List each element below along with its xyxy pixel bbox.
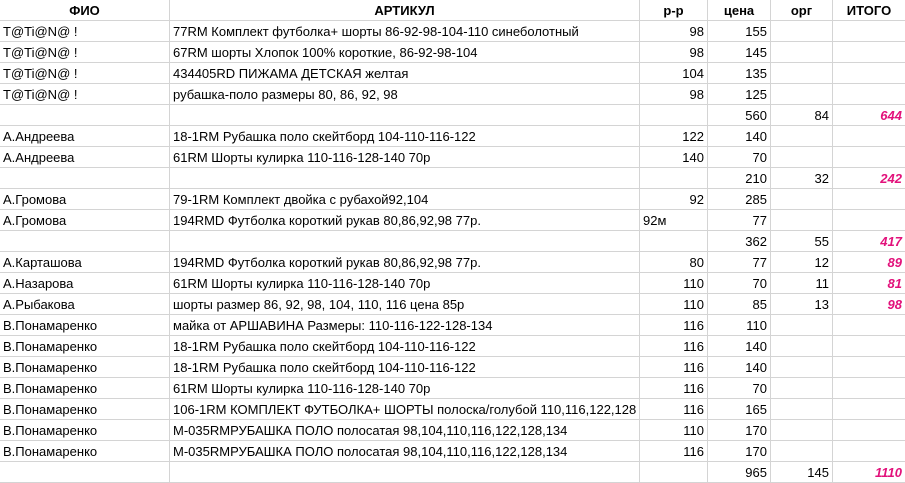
cell-org[interactable]	[771, 189, 833, 210]
cell-itogo[interactable]: 89	[833, 252, 905, 273]
cell-size[interactable]: 116	[640, 378, 708, 399]
cell-org[interactable]	[771, 357, 833, 378]
header-size[interactable]: р-р	[640, 0, 708, 21]
cell-size[interactable]	[640, 462, 708, 483]
header-row	[0, 0, 905, 21]
cell-artikul[interactable]: рубашка-поло размеры 80, 86, 92, 98	[170, 84, 640, 105]
cell-artikul[interactable]: 434405RD ПИЖАМА ДЕТСКАЯ желтая	[170, 63, 640, 84]
cell-price[interactable]: 170	[708, 420, 771, 441]
cell-fio[interactable]: А.Громова	[0, 210, 170, 231]
cell-fio[interactable]	[0, 105, 170, 126]
header-artikul[interactable]: АРТИКУЛ	[170, 0, 640, 21]
table-row	[0, 378, 905, 399]
table-row	[0, 252, 905, 273]
cell-artikul[interactable]	[170, 231, 640, 252]
header-fio[interactable]: ФИО	[0, 0, 170, 21]
table-row	[0, 189, 905, 210]
cell-artikul[interactable]: 194RMD Футболка короткий рукав 80,86,92,98 77р.	[170, 252, 640, 273]
cell-org[interactable]	[771, 378, 833, 399]
cell-fio[interactable]: А.Рыбакова	[0, 294, 170, 315]
table-row	[0, 315, 905, 336]
cell-artikul[interactable]: 18-1RM Рубашка поло скейтборд 104-110-116-122	[170, 126, 640, 147]
table-row	[0, 294, 905, 315]
cell-price[interactable]: 560	[708, 105, 771, 126]
cell-size[interactable]	[640, 231, 708, 252]
cell-price[interactable]: 362	[708, 231, 771, 252]
table-row	[0, 231, 905, 252]
cell-org[interactable]: 32	[771, 168, 833, 189]
cell-itogo[interactable]: 242	[833, 168, 905, 189]
cell-fio[interactable]: А.Андреева	[0, 147, 170, 168]
cell-fio[interactable]: А.Громова	[0, 189, 170, 210]
cell-itogo[interactable]	[833, 42, 905, 63]
table-row	[0, 42, 905, 63]
cell-artikul[interactable]: 77RM Комплект футболка+ шорты 86-92-98-104-110 синеболотный	[170, 21, 640, 42]
cell-artikul[interactable]: 18-1RM Рубашка поло скейтборд 104-110-116-122	[170, 357, 640, 378]
cell-price[interactable]: 210	[708, 168, 771, 189]
cell-itogo[interactable]	[833, 210, 905, 231]
table-row	[0, 420, 905, 441]
table-row	[0, 147, 905, 168]
cell-itogo[interactable]	[833, 21, 905, 42]
cell-fio[interactable]: В.Понамаренко	[0, 357, 170, 378]
cell-size[interactable]: 122	[640, 126, 708, 147]
cell-itogo[interactable]: 1110	[833, 462, 905, 483]
cell-fio[interactable]: В.Понамаренко	[0, 315, 170, 336]
cell-itogo[interactable]	[833, 63, 905, 84]
cell-price[interactable]: 70	[708, 147, 771, 168]
cell-fio[interactable]: T@Ti@N@ !	[0, 42, 170, 63]
cell-fio[interactable]: В.Понамаренко	[0, 336, 170, 357]
table-row	[0, 105, 905, 126]
cell-size[interactable]: 98	[640, 21, 708, 42]
cell-itogo[interactable]	[833, 147, 905, 168]
cell-org[interactable]: 145	[771, 462, 833, 483]
cell-fio[interactable]	[0, 168, 170, 189]
cell-artikul[interactable]: 79-1RM Комплект двойка с рубахой92,104	[170, 189, 640, 210]
cell-price[interactable]: 85	[708, 294, 771, 315]
cell-org[interactable]	[771, 42, 833, 63]
cell-size[interactable]: 92м	[640, 210, 708, 231]
header-itogo[interactable]: ИТОГО	[833, 0, 905, 21]
cell-price[interactable]: 285	[708, 189, 771, 210]
cell-artikul[interactable]: майка от АРШАВИНА Размеры: 110-116-122-128-134	[170, 315, 640, 336]
cell-price[interactable]: 77	[708, 252, 771, 273]
cell-fio[interactable]: T@Ti@N@ !	[0, 84, 170, 105]
cell-fio[interactable]: А.Андреева	[0, 126, 170, 147]
table-row	[0, 462, 905, 483]
cell-fio[interactable]: T@Ti@N@ !	[0, 21, 170, 42]
table-row	[0, 168, 905, 189]
cell-artikul[interactable]	[170, 168, 640, 189]
cell-price[interactable]: 125	[708, 84, 771, 105]
table-row	[0, 21, 905, 42]
cell-artikul[interactable]	[170, 105, 640, 126]
cell-itogo[interactable]: 98	[833, 294, 905, 315]
cell-price[interactable]: 110	[708, 315, 771, 336]
table-row	[0, 399, 905, 420]
cell-org[interactable]	[771, 315, 833, 336]
cell-size[interactable]: 98	[640, 84, 708, 105]
cell-itogo[interactable]	[833, 84, 905, 105]
cell-price[interactable]: 170	[708, 441, 771, 462]
cell-org[interactable]: 13	[771, 294, 833, 315]
cell-org[interactable]	[771, 210, 833, 231]
cell-org[interactable]	[771, 441, 833, 462]
cell-itogo[interactable]: 417	[833, 231, 905, 252]
cell-price[interactable]: 140	[708, 357, 771, 378]
cell-itogo[interactable]: 644	[833, 105, 905, 126]
cell-size[interactable]: 80	[640, 252, 708, 273]
cell-artikul[interactable]: шорты размер 86, 92, 98, 104, 110, 116 цена 85р	[170, 294, 640, 315]
cell-fio[interactable]: А.Назарова	[0, 273, 170, 294]
cell-artikul[interactable]: 18-1RM Рубашка поло скейтборд 104-110-116-122	[170, 336, 640, 357]
cell-org[interactable]	[771, 147, 833, 168]
table-row	[0, 63, 905, 84]
cell-itogo[interactable]	[833, 336, 905, 357]
cell-size[interactable]: 110	[640, 273, 708, 294]
cell-size[interactable]: 110	[640, 294, 708, 315]
table-row	[0, 210, 905, 231]
cell-org[interactable]: 84	[771, 105, 833, 126]
cell-size[interactable]: 116	[640, 357, 708, 378]
cell-artikul[interactable]: М-035RMРУБАШКА ПОЛО полосатая 98,104,110,116,122,128,134	[170, 441, 640, 462]
cell-price[interactable]: 77	[708, 210, 771, 231]
cell-fio[interactable]: В.Понамаренко	[0, 399, 170, 420]
cell-fio[interactable]	[0, 462, 170, 483]
cell-size[interactable]: 110	[640, 420, 708, 441]
cell-fio[interactable]: В.Понамаренко	[0, 378, 170, 399]
cell-itogo[interactable]: 81	[833, 273, 905, 294]
cell-size[interactable]: 116	[640, 441, 708, 462]
cell-org[interactable]	[771, 420, 833, 441]
cell-size[interactable]: 116	[640, 399, 708, 420]
cell-itogo[interactable]	[833, 189, 905, 210]
cell-artikul[interactable]: 106-1RM КОМПЛЕКТ ФУТБОЛКА+ ШОРТЫ полоска/голубой 110,116,122,128	[170, 399, 640, 420]
cell-itogo[interactable]	[833, 420, 905, 441]
cell-org[interactable]: 11	[771, 273, 833, 294]
cell-price[interactable]: 70	[708, 378, 771, 399]
cell-fio[interactable]: T@Ti@N@ !	[0, 63, 170, 84]
cell-org[interactable]: 12	[771, 252, 833, 273]
cell-artikul[interactable]: М-035RMРУБАШКА ПОЛО полосатая 98,104,110,116,122,128,134	[170, 420, 640, 441]
cell-itogo[interactable]	[833, 441, 905, 462]
cell-fio[interactable]: А.Карташова	[0, 252, 170, 273]
cell-size[interactable]: 140	[640, 147, 708, 168]
cell-org[interactable]: 55	[771, 231, 833, 252]
cell-size[interactable]: 116	[640, 315, 708, 336]
cell-artikul[interactable]: 194RMD Футболка короткий рукав 80,86,92,98 77р.	[170, 210, 640, 231]
cell-artikul[interactable]: 61RM Шорты кулирка 110-116-128-140 70р	[170, 273, 640, 294]
header-org[interactable]: орг	[771, 0, 833, 21]
cell-artikul[interactable]: 67RM шорты Хлопок 100% короткие, 86-92-98-104	[170, 42, 640, 63]
cell-itogo[interactable]	[833, 315, 905, 336]
cell-org[interactable]	[771, 84, 833, 105]
cell-itogo[interactable]	[833, 357, 905, 378]
cell-artikul[interactable]: 61RM Шорты кулирка 110-116-128-140 70р	[170, 147, 640, 168]
cell-size[interactable]: 104	[640, 63, 708, 84]
cell-fio[interactable]	[0, 231, 170, 252]
cell-price[interactable]: 965	[708, 462, 771, 483]
cell-artikul[interactable]: 61RM Шорты кулирка 110-116-128-140 70р	[170, 378, 640, 399]
cell-size[interactable]	[640, 168, 708, 189]
header-price[interactable]: цена	[708, 0, 771, 21]
cell-itogo[interactable]	[833, 399, 905, 420]
cell-size[interactable]: 98	[640, 42, 708, 63]
table-row	[0, 336, 905, 357]
table-row	[0, 273, 905, 294]
cell-artikul[interactable]	[170, 462, 640, 483]
cell-org[interactable]	[771, 21, 833, 42]
cell-price[interactable]: 140	[708, 336, 771, 357]
cell-size[interactable]: 92	[640, 189, 708, 210]
cell-size[interactable]: 116	[640, 336, 708, 357]
cell-price[interactable]: 155	[708, 21, 771, 42]
cell-fio[interactable]: В.Понамаренко	[0, 420, 170, 441]
table-row	[0, 441, 905, 462]
cell-price[interactable]: 140	[708, 126, 771, 147]
table-row	[0, 84, 905, 105]
cell-itogo[interactable]	[833, 126, 905, 147]
cell-price[interactable]: 165	[708, 399, 771, 420]
cell-org[interactable]	[771, 126, 833, 147]
cell-org[interactable]	[771, 399, 833, 420]
cell-size[interactable]	[640, 105, 708, 126]
cell-itogo[interactable]	[833, 378, 905, 399]
table-row	[0, 357, 905, 378]
cell-price[interactable]: 70	[708, 273, 771, 294]
cell-org[interactable]	[771, 336, 833, 357]
table-row	[0, 126, 905, 147]
cell-org[interactable]	[771, 63, 833, 84]
cell-fio[interactable]: В.Понамаренко	[0, 441, 170, 462]
cell-price[interactable]: 145	[708, 42, 771, 63]
cell-price[interactable]: 135	[708, 63, 771, 84]
